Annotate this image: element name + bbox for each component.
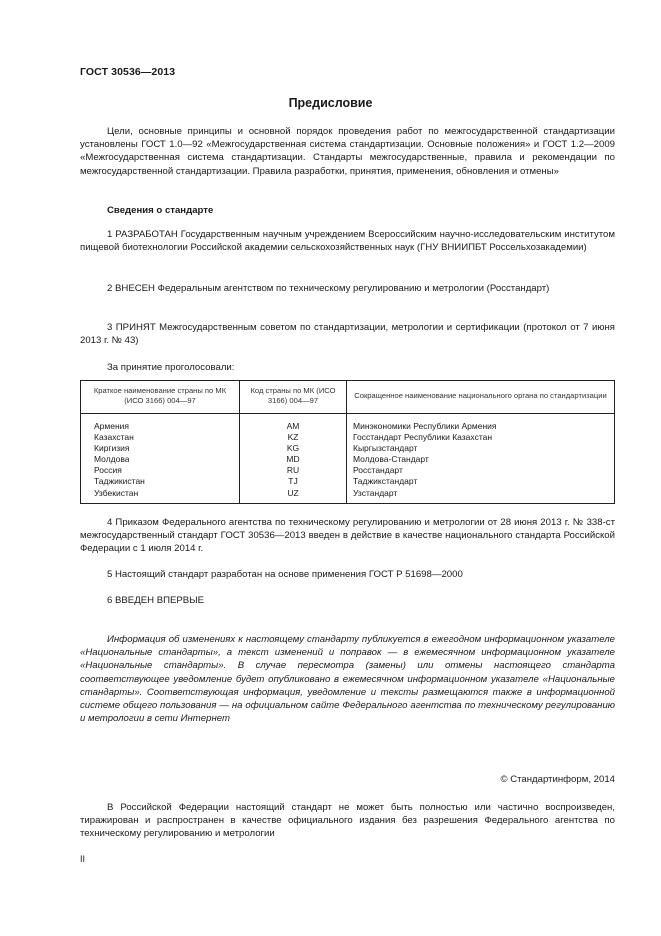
header-country: Краткое наименование страны по МК (ИСО 3166) 004—97 (81, 381, 240, 414)
country-cell: Россия (81, 465, 240, 476)
country-cell: Молдова (81, 454, 240, 465)
item-enacted: 4 Приказом Федерального агентства по техническому регулированию и метрологии от 28 июня 2013 г. № 338-ст межгосударственный стандарт ГОСТ 30536—2013 введен в действие в качестве национального стандарта Российской Федерации с 1 июля 2014 г. (80, 517, 615, 555)
standard-info-heading: Сведения о стандарте (107, 205, 214, 216)
table-row (81, 432, 615, 443)
item-adopted: 3 ПРИНЯТ Межгосударственным советом по стандартизации, метрологии и сертификации (протокол от 7 июня 2013 г. № 43) (80, 322, 615, 347)
country-cell: Армения (81, 414, 240, 433)
country-cell: Таджикистан (81, 476, 240, 487)
item-first-introduced: 6 ВВЕДЕН ВПЕРВЫЕ (107, 595, 205, 606)
table-row (81, 476, 615, 487)
code-cell: MD (240, 454, 347, 465)
body-cell: Госстандарт Республики Казахстан (347, 432, 615, 443)
body-cell: Таджикстандарт (347, 476, 615, 487)
body-cell: Молдова-Стандарт (347, 454, 615, 465)
member-states-table (80, 380, 615, 504)
body-cell: Кыргызстандарт (347, 443, 615, 454)
table-row (81, 414, 615, 433)
code-cell: KG (240, 443, 347, 454)
code-cell: AM (240, 414, 347, 433)
body-cell: Узстандарт (347, 488, 615, 504)
table-row (81, 454, 615, 465)
item-introduced: 2 ВНЕСЕН Федеральным агентством по техническому регулированию и метрологии (Росстандарт) (107, 283, 550, 294)
voted-label: За принятие проголосовали: (107, 362, 235, 373)
item-based-on: 5 Настоящий стандарт разработан на основе применения ГОСТ Р 51698—2000 (107, 569, 463, 580)
reproduction-notice: В Российской Федерации настоящий стандарт не может быть полностью или частично воспроизведен, тиражирован и распространен в качестве официального издания без разрешения Федерального агентства по техническому регулированию и метрологии (80, 802, 615, 840)
body-cell: Росстандарт (347, 465, 615, 476)
code-cell: TJ (240, 476, 347, 487)
table-row (81, 443, 615, 454)
intro-paragraph: Цели, основные принципы и основной порядок проведения работ по межгосударственной стандартизации установлены ГОСТ 1.0—92 «Межгосударственная система стандартизации. Основные положения» и ГОСТ 1.2—2009 «Межгосударственная система стандартизации. Стандарты межгосударственные, правила и рекомендации по межгосударственной стандартизации. Правила разработки, принятия, применения, обновления и отмены» (80, 126, 615, 177)
body-cell: Минэкономики Республики Армения (347, 414, 615, 433)
code-cell: KZ (240, 432, 347, 443)
code-cell: UZ (240, 488, 347, 504)
table-header-row (81, 381, 615, 414)
document-header: ГОСТ 30536—2013 (80, 66, 176, 78)
header-standards-body: Сокращенное наименование национального органа по стандартизации (347, 381, 615, 414)
country-cell: Узбекистан (81, 488, 240, 504)
header-code: Код страны по МК (ИСО 3166) 004—97 (240, 381, 347, 414)
country-cell: Казахстан (81, 432, 240, 443)
table-row (81, 488, 615, 504)
page-number: II (80, 854, 86, 864)
page-title: Предисловие (288, 96, 373, 110)
amendments-notice: Информация об изменениях к настоящему стандарту публикуется в ежегодном информационном указателе «Национальные стандарты», а текст изменений и поправок — в ежемесячном информационном указателе «Национальные стандарты». В случае пересмотра (замены) или отмены настоящего стандарта соответствующее уведомление будет опубликовано в ежемесячном информационном указателе «Национальные стандарты». Соответствующая информация, уведомление и тексты размещаются также в информационной системе общего пользования — на официальном сайте Федерального агентства по техническому регулированию и метрологии в сети Интернет (80, 634, 615, 725)
country-cell: Киргизия (81, 443, 240, 454)
copyright-line: © Стандартинформ, 2014 (500, 774, 615, 785)
table-row (81, 465, 615, 476)
item-developed: 1 РАЗРАБОТАН Государственным научным учреждением Всероссийским научно-исследовательским институтом пищевой биотехнологии Российской академии сельскохозяйственных наук (ГНУ ВНИИПБТ Россельхозакадемии) (80, 229, 615, 254)
code-cell: RU (240, 465, 347, 476)
